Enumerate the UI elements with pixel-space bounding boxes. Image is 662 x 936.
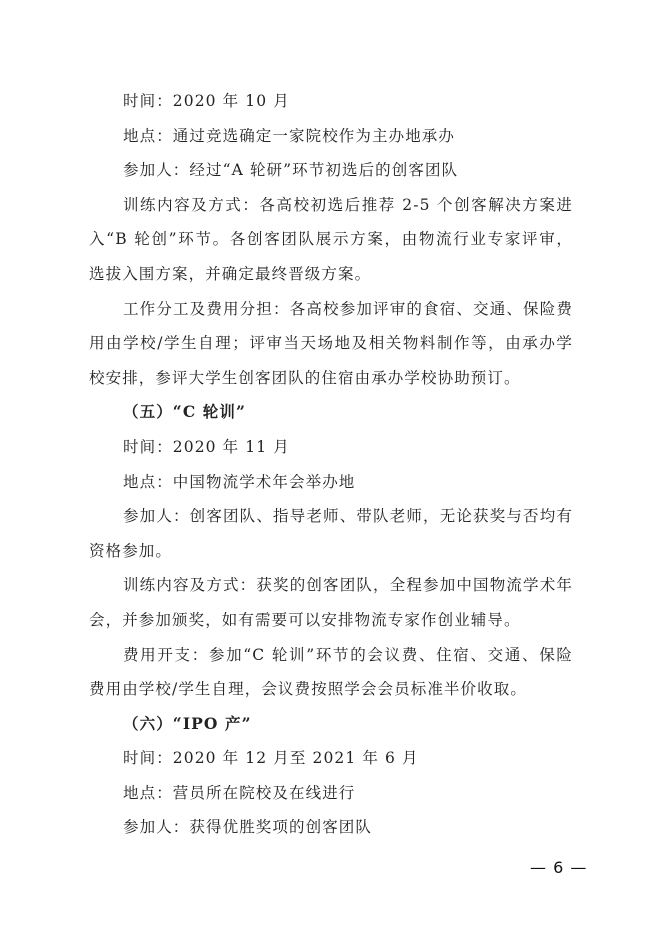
participants-line-c: 参加人：创客团队、指导老师、带队老师，无论获奖与否均有资格参加。 xyxy=(89,507,573,560)
expenses-c: 费用开支：参加“C 轮训”环节的会议费、住宿、交通、保险费用由学校/学生自理，会议费按照学会会员标准半价收取。 xyxy=(89,645,573,699)
page-number: — 6 — xyxy=(530,858,588,877)
location-line-ipo: 地点：营员所在院校及在线进行 xyxy=(123,783,356,802)
training-content-c: 训练内容及方式：获奖的创客团队，全程参加中国物流学术年会，并参加颁奖，如有需要可以安排物流专家作创业辅导。 xyxy=(89,576,573,629)
document-body xyxy=(89,84,573,845)
section-heading-5: （五）“C 轮训” xyxy=(123,402,246,422)
location-line-b: 地点：通过竞选确定一家院校作为主办地承办 xyxy=(123,126,456,145)
section-heading-6: （六）“IPO 产” xyxy=(123,713,252,733)
time-line-b: 时间：2020 年 10 月 xyxy=(123,92,290,110)
time-line-c: 时间：2020 年 11 月 xyxy=(123,437,290,456)
training-content-b: 训练内容及方式：各高校初选后推荐 2-5 个创客解决方案进入“B 轮创”环节。各创客团队展示方案，由物流行业专家评审，选拔入围方案，并确定最终晋级方案。 xyxy=(89,195,573,283)
participants-line-b: 参加人：经过“A 轮研”环节初选后的创客团队 xyxy=(123,161,459,180)
cost-sharing-b: 工作分工及费用分担：各高校参加评审的食宿、交通、保险费用由学校/学生自理；评审当天场地及相关物料制作等，由承办学校安排，参评大学生创客团队的住宿由承办学校协助预订。 xyxy=(89,299,573,387)
participants-line-ipo: 参加人：获得优胜奖项的创客团队 xyxy=(123,818,373,837)
time-line-ipo: 时间：2020 年 12 月至 2021 年 6 月 xyxy=(123,749,419,768)
location-line-c: 地点：中国物流学术年会举办地 xyxy=(123,472,356,491)
